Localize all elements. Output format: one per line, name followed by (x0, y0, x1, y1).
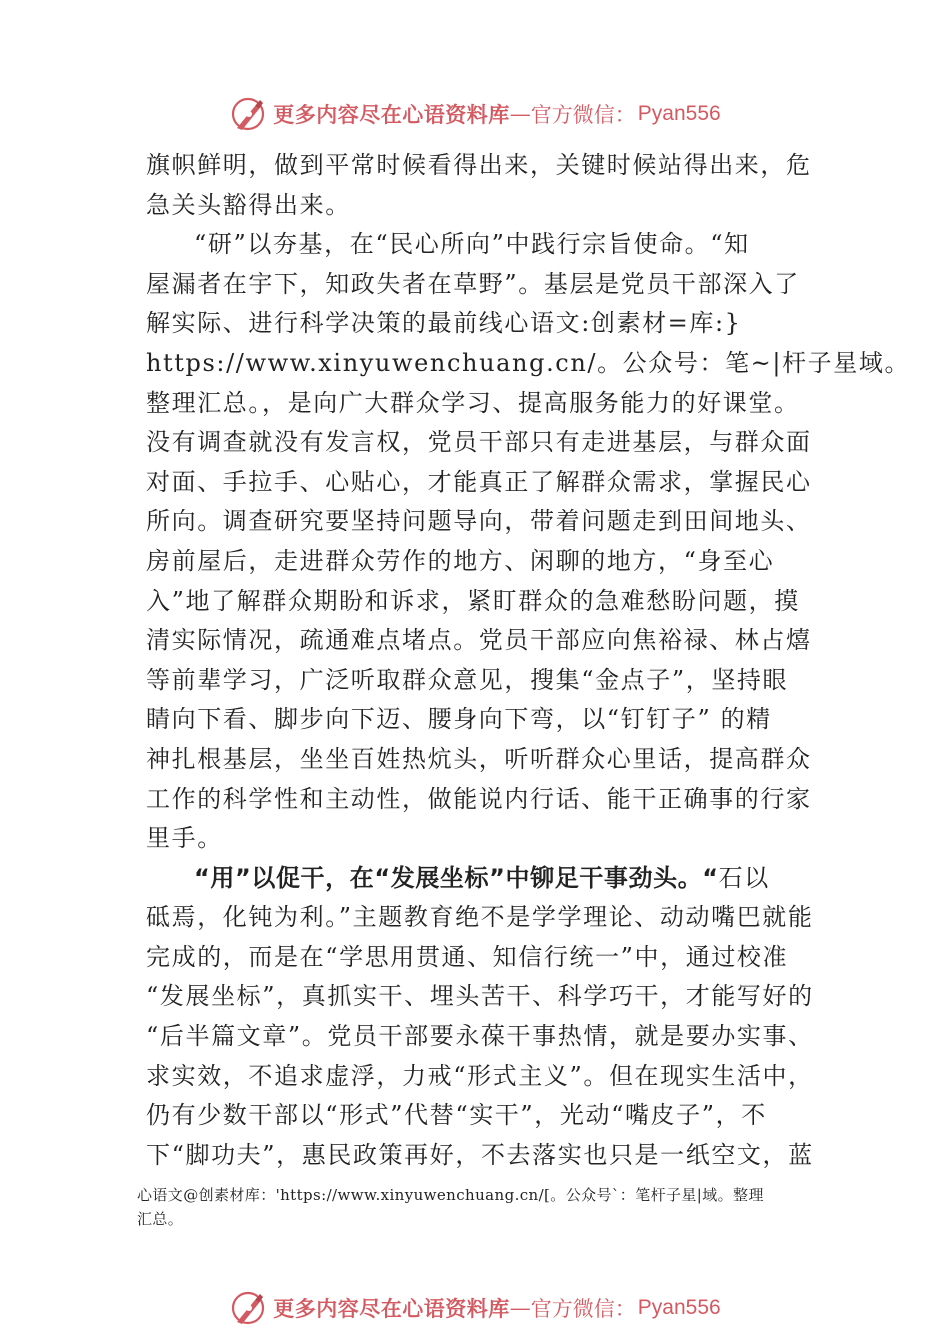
body-line (146, 1057, 836, 1097)
body-text: 屋漏者在宇下，知政失者在草野”。基层是党员干部深入了 (146, 269, 800, 298)
body-text: 房前屋后，走进群众劳作的地方、闲聊的地方，“身至心 (146, 546, 775, 575)
header-wechat-id: Pyan556 (637, 102, 721, 125)
body-text: 完成的，而是在“学思用贯通、知信行统一”中，通过校准 (146, 942, 789, 971)
body-line (146, 384, 836, 424)
body-line (146, 186, 836, 226)
body-text: 下“脚功夫”，惠民政策再好，不去落实也只是一纸空文，蓝 (146, 1140, 814, 1169)
body-line (146, 344, 911, 384)
header-label: 官方微信： (530, 103, 636, 127)
body-text: 解实际、进行科学决策的最前线心语文:创素材=库:} (146, 309, 742, 338)
header-separator: — (509, 102, 531, 126)
body-text: “研”以夯基，在“民心所向”中践行宗旨使命。“知 (194, 230, 750, 259)
footer-banner (0, 1286, 950, 1330)
body-line (146, 463, 836, 503)
body-line (146, 423, 836, 463)
body-line (146, 304, 836, 344)
body-line (146, 819, 836, 859)
body-text: 里手。 (146, 824, 223, 853)
body-text: 砥焉，化钝为利。”主题教育绝不是学学理论、动动嘴巴就能 (146, 903, 814, 932)
body-line (146, 542, 836, 582)
body-text: 急关头豁得出来。 (146, 190, 351, 219)
body-line (146, 146, 836, 186)
footer-separator: — (509, 1296, 531, 1320)
body-text: 神扎根基层，坐坐百姓热炕头，听听群众心里话，提高群众 (146, 744, 812, 773)
body-text: “后半篇文章”。党员干部要永葆干事热情，就是要办实事、 (146, 1022, 814, 1051)
body-text: 等前辈学习，广泛听取群众意见，搜集“金点子”，坚持眼 (146, 665, 789, 694)
body-text: 整理汇总。，是向广大群众学习、提高服务能力的好课堂。 (146, 388, 800, 417)
body-line (146, 225, 836, 265)
body-line (146, 502, 836, 542)
body-line (146, 859, 836, 899)
footnote-line-1: 心语文@创素材库：'https://www.xinyuwenchuang.cn/[。公众号`：笔杆子星|域。整理 (137, 1186, 764, 1204)
body-line (146, 621, 836, 661)
footnote-line-2: 汇总。 (137, 1210, 184, 1228)
section-heading: “用”以促干，在“发展坐标”中铆足干事劲头。“ (194, 863, 719, 892)
body-line (146, 1017, 836, 1057)
body-text: 清实际情况，疏通难点堵点。党员干部应向焦裕禄、林占熺 (146, 626, 812, 655)
body-line (146, 700, 836, 740)
body-line (146, 977, 836, 1017)
body-text: “发展坐标”，真抓实干、埋头苦干、科学巧干，才能写好的 (146, 982, 814, 1011)
body-text: 求实效，不追求虚浮，力戒“形式主义”。但在现实生活中， (146, 1061, 814, 1090)
pen-logo-icon (229, 94, 269, 134)
body-line (146, 265, 836, 305)
body-line (146, 661, 836, 701)
body-text: 旗帜鲜明，做到平常时候看得出来，关键时候站得出来，危 (146, 151, 812, 179)
body-text: 对面、手拉手、心贴心，才能真正了解群众需求，掌握民心 (146, 467, 812, 496)
header-banner (0, 92, 950, 136)
body-text: https://www.xinyuwenchuang.cn/。公众号：笔~|杆子星域。 (146, 348, 911, 377)
body-text: 工作的科学性和主动性，做能说内行话、能干正确事的行家 (146, 784, 812, 813)
body-line (146, 938, 836, 978)
pen-logo-icon (229, 1288, 269, 1328)
body-text: 石以 (718, 863, 770, 892)
body-text: 仍有少数干部以“形式”代替“实干”，光动“嘴皮子”，不 (146, 1101, 767, 1130)
footer-brand: 更多内容尽在心语资料库 (273, 1296, 510, 1321)
body-line (146, 1096, 836, 1136)
body-line (146, 582, 836, 622)
header-brand: 更多内容尽在心语资料库 (273, 102, 510, 127)
body-text: 所向。调查研究要坚持问题导向，带着问题走到田间地头、 (146, 507, 812, 536)
body-line (146, 780, 836, 820)
footer-label: 官方微信： (530, 1297, 636, 1321)
body-line (146, 898, 836, 938)
body-line (146, 1136, 836, 1176)
footer-wechat-id: Pyan556 (637, 1296, 721, 1319)
body-line (146, 740, 836, 780)
footnote (137, 1183, 837, 1231)
body-text: 入”地了解群众期盼和诉求，紧盯群众的急难愁盼问题，摸 (146, 586, 800, 615)
body-text: 没有调查就没有发言权，党员干部只有走进基层，与群众面 (146, 428, 812, 457)
body-text: 睛向下看、脚步向下迈、腰身向下弯，以“钉钉子” 的精 (146, 705, 772, 734)
document-body (146, 146, 911, 1175)
